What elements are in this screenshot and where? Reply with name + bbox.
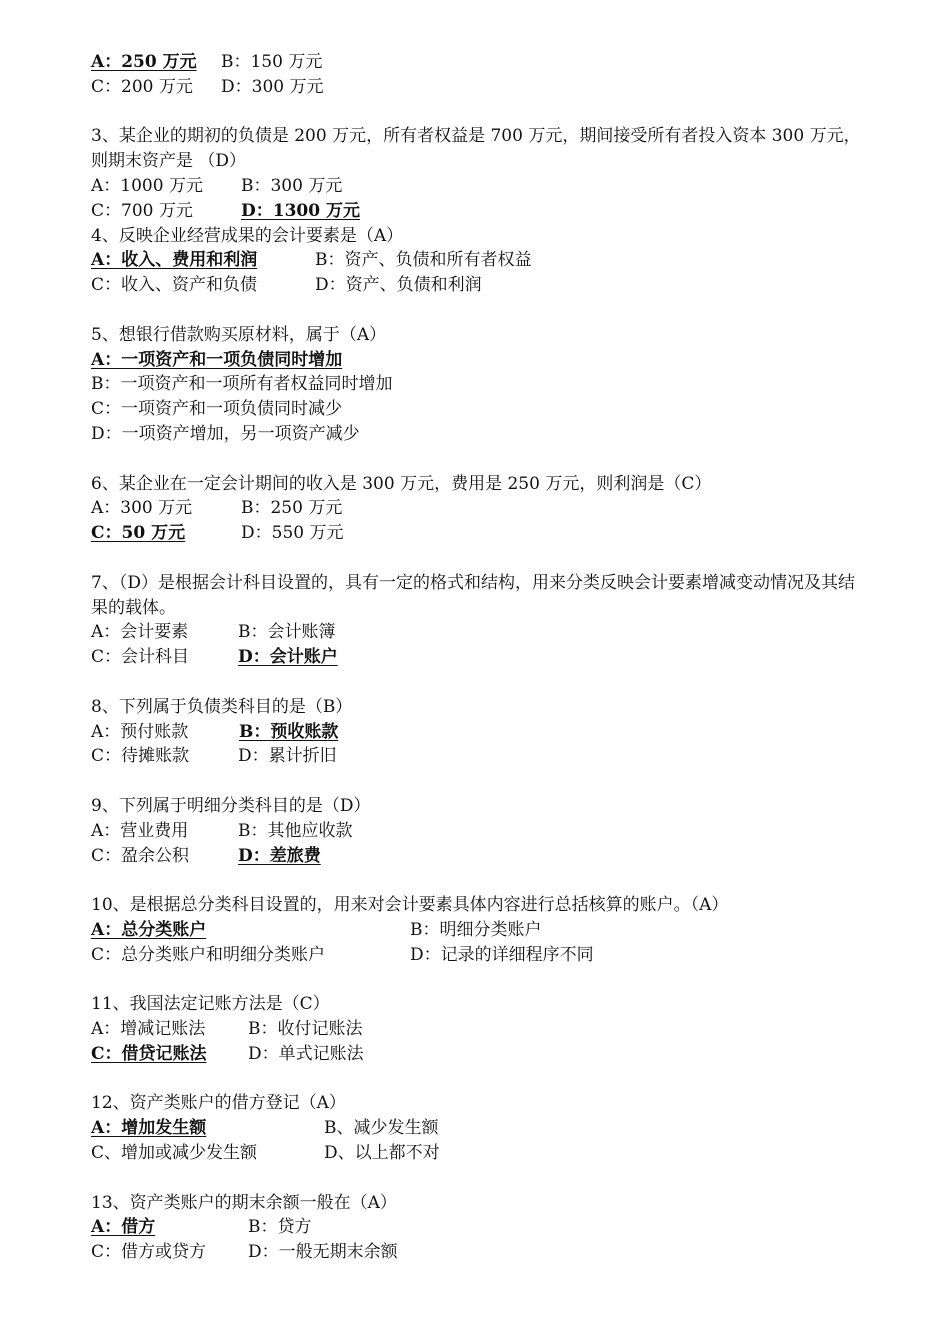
options-row [91, 75, 871, 100]
options-row [91, 174, 871, 199]
answer-option: A：预付账款 [91, 721, 189, 742]
blank-line [91, 868, 871, 893]
correct-answer-option: A：收入、费用和利润 [91, 250, 258, 271]
answer-option: D：300 万元 [221, 76, 324, 97]
answer-option: D：一项资产增加，另一项资产减少 [91, 423, 360, 444]
options-row [91, 1141, 871, 1166]
options-row [91, 1042, 871, 1067]
answer-option: C：700 万元 [91, 200, 193, 221]
answer-option: C：盈余公积 [91, 845, 190, 866]
correct-answer-option: A：250 万元 [91, 52, 197, 72]
options-row [91, 50, 871, 75]
question-text: 8、下列属于负债类科目的是（B） [91, 696, 353, 717]
question-text: 4、反映企业经营成果的会计要素是（A） [91, 225, 404, 246]
answer-option: A：增减记账法 [91, 1019, 206, 1040]
answer-option: B：一项资产和一项所有者权益同时增加 [91, 374, 393, 395]
answer-option: A：1000 万元 [91, 175, 203, 196]
correct-answer-option: D：1300 万元 [241, 200, 360, 221]
blank-line [91, 447, 871, 472]
question-text: 7、（D）是根据会计科目设置的，具有一定的格式和结构，用来分类反映会计要素增减变动情况及其结果的载体。 [91, 572, 855, 618]
answer-option: C：收入、资产和负债 [91, 275, 258, 296]
answer-option: C：借方或贷方 [91, 1242, 207, 1263]
options-row [91, 819, 871, 844]
correct-answer-option: D：会计账户 [238, 647, 338, 668]
answer-option: B：资产、负债和所有者权益 [315, 250, 532, 271]
answer-option: B：会计账簿 [238, 622, 336, 643]
correct-answer-option: D：差旅费 [238, 845, 321, 866]
options-row [91, 397, 871, 422]
options-row [91, 422, 871, 447]
answer-option: A：会计要素 [91, 622, 189, 643]
options-row [91, 943, 871, 968]
answer-option: B：300 万元 [241, 175, 343, 196]
question-text: 10、是根据总分类科目设置的，用来对会计要素具体内容进行总括核算的账户。（A） [91, 895, 729, 916]
answer-option: A：营业费用 [91, 820, 189, 841]
correct-answer-option: C：50 万元 [91, 523, 186, 544]
answer-option: D：单式记账法 [248, 1043, 364, 1064]
options-row [91, 1240, 871, 1265]
options-row [91, 918, 871, 943]
options-row [91, 1215, 871, 1240]
answer-option: B：收付记账法 [248, 1019, 363, 1040]
quiz-content [91, 50, 871, 1265]
correct-answer-option: B：预收账款 [239, 721, 339, 742]
answer-option: D：资产、负债和利润 [315, 275, 482, 296]
correct-answer-option: A：总分类账户 [91, 919, 207, 940]
options-row [91, 273, 871, 298]
answer-option: A：300 万元 [91, 498, 193, 519]
correct-answer-option: C：借贷记账法 [91, 1043, 207, 1064]
options-row [91, 1017, 871, 1042]
blank-line [91, 298, 871, 323]
options-row [91, 1116, 871, 1141]
answer-option: B：250 万元 [241, 498, 343, 519]
question-text: 9、下列属于明细分类科目的是（D） [91, 795, 371, 816]
blank-line [91, 100, 871, 125]
options-row [91, 348, 871, 373]
correct-answer-option: A：增加发生额 [91, 1118, 207, 1139]
options-row [91, 720, 871, 745]
question-text: 6、某企业在一定会计期间的收入是 300 万元，费用是 250 万元，则利润是（C） [91, 473, 712, 494]
options-row [91, 496, 871, 521]
question-text: 5、想银行借款购买原材料，属于（A） [91, 324, 387, 345]
options-row [91, 372, 871, 397]
answer-option: C、增加或减少发生额 [91, 1143, 258, 1164]
blank-line [91, 1067, 871, 1092]
options-row [91, 844, 871, 869]
answer-option: D、以上都不对 [324, 1143, 440, 1164]
answer-option: B：其他应收款 [238, 820, 353, 841]
correct-answer-option: A：一项资产和一项负债同时增加 [91, 349, 343, 370]
options-row [91, 521, 871, 546]
answer-option: B：贷方 [248, 1217, 312, 1238]
answer-option: C：待摊账款 [91, 746, 190, 767]
options-row [91, 744, 871, 769]
options-row [91, 199, 871, 224]
question-text: 12、资产类账户的借方登记（A） [91, 1093, 346, 1114]
options-row [91, 620, 871, 645]
options-row [91, 248, 871, 273]
answer-option: B：150 万元 [221, 52, 323, 72]
answer-option: D：记录的详细程序不同 [410, 944, 594, 965]
answer-option: B、减少发生额 [324, 1118, 439, 1139]
answer-option: C：一项资产和一项负债同时减少 [91, 399, 343, 420]
blank-line [91, 546, 871, 571]
answer-option: D：550 万元 [241, 523, 344, 544]
question-text: 11、我国法定记账方法是（C） [91, 994, 330, 1015]
blank-line [91, 1166, 871, 1191]
question-text: 13、资产类账户的期末余额一般在（A） [91, 1192, 397, 1213]
blank-line [91, 769, 871, 794]
answer-option: B：明细分类账户 [410, 919, 542, 940]
answer-option: D：累计折旧 [238, 746, 337, 767]
question-text: 3、某企业的期初的负债是 200 万元，所有者权益是 700 万元，期间接受所有者投入资本 300 万元，则期末资产是 （D） [91, 126, 861, 172]
answer-option: C：200 万元 [91, 76, 193, 97]
answer-option: C：会计科目 [91, 647, 190, 668]
answer-option: C：总分类账户和明细分类账户 [91, 944, 326, 965]
blank-line [91, 967, 871, 992]
answer-option: D：一般无期末余额 [248, 1242, 398, 1263]
correct-answer-option: A：借方 [91, 1217, 156, 1238]
options-row [91, 645, 871, 670]
blank-line [91, 670, 871, 695]
